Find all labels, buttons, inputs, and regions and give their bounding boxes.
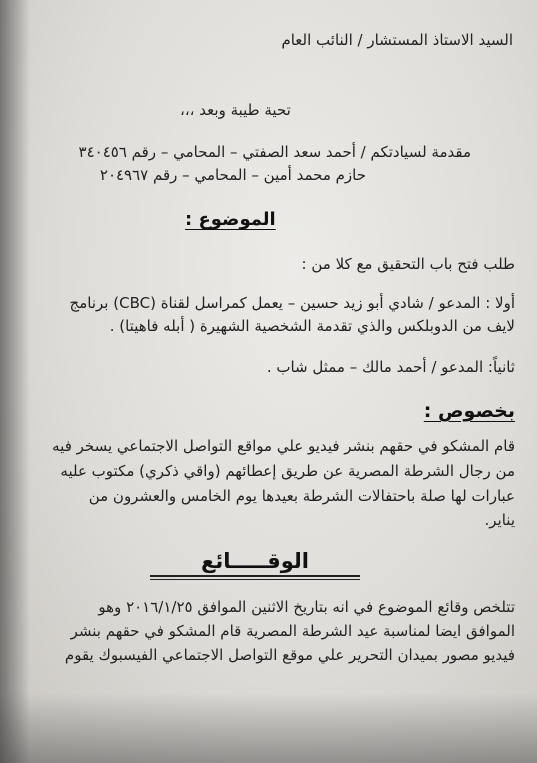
facts-line-1: تتلخص وقائع الموضوع في انه بتاريخ الاثنين الموافق ٢٠١٦/١/٢٥ وهو (98, 598, 515, 616)
regarding-line-2: من رجال الشرطة المصرية عن طريق إعطائهم (واقي ذكري) مكتوب عليه (60, 462, 515, 480)
facts-heading-underline (150, 575, 360, 577)
request-line: طلب فتح باب التحقيق مع كلا من : (301, 255, 515, 273)
greeting-line: تحية طيبة وبعد ،،، (180, 101, 291, 119)
page-bottom-shadow (0, 693, 537, 763)
first-party-line-1: أولا : المدعو / شادي أبو زيد حسين – يعمل كمراسل لقناة (CBC) برنامج (69, 294, 515, 312)
regarding-heading: بخصوص : (423, 400, 515, 422)
facts-line-3: فيديو مصور بميدان التحرير علي موقع التواصل الاجتماعي الفيسبوك يقوم (64, 646, 515, 664)
facts-heading: الوقـــــائع (200, 549, 309, 573)
first-party-line-2: لايف من الدوبلكس والذي تقدمة الشخصية الشهيرة ( أبله فاهيتا) . (109, 317, 515, 335)
regarding-line-4: يناير. (484, 511, 515, 529)
presented-by-line-1: مقدمة لسيادتكم / أحمد سعد الصفتي – المحامي – رقم ٣٤٠٤٥٦ (78, 143, 471, 161)
regarding-line-1: قام المشكو في حقهم بنشر فيديو علي مواقع التواصل الاجتماعي يسخر فيه (52, 437, 515, 455)
subject-heading: الموضوع : (185, 209, 276, 230)
facts-heading-underline-2 (150, 579, 360, 580)
addressee-line: السيد الاستاذ المستشار / النائب العام (281, 31, 513, 49)
facts-line-2: الموافق ايضا لمناسبة عيد الشرطة المصرية قام المشكو في حقهم بنشر (70, 622, 515, 640)
second-party-line: ثانياً: المدعو / أحمد مالك – ممثل شاب . (266, 358, 515, 376)
page-shadow (0, 0, 30, 763)
presented-by-line-2: حازم محمد أمين – المحامي – رقم ٢٠٤٩٦٧ (99, 166, 366, 184)
regarding-line-3: عبارات لها صلة باحتفالات الشرطة بعيدها يوم الخامس والعشرون من (88, 487, 515, 505)
